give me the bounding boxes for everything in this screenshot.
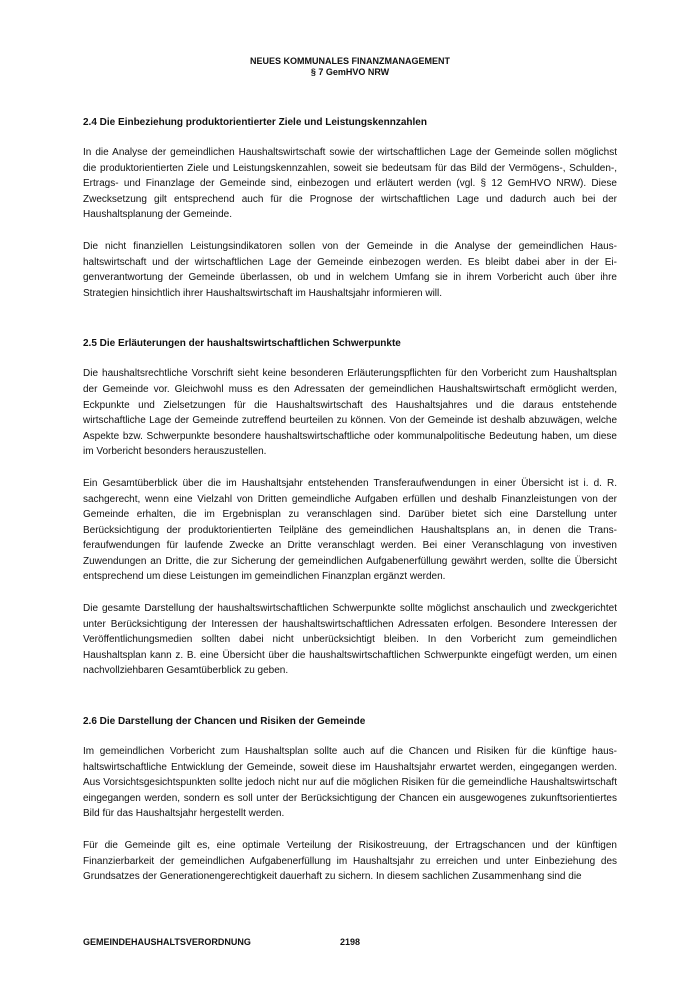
paragraph: Ein Gesamtüberblick über die im Haushaltsjahr entstehenden Transferaufwendungen in einer Übersicht ist i. d. R. sachgerecht, wenn eine Vielzahl von Dritten gemeindliche Aufgaben erfüllen und deshalb Finanzleistungen von der Gemeinde erhalten, die im Ergebnisplan zu veranschlagen sind. Darüber bietet sich eine Darstellung unter Berücksichtigung der produktorientierten Teilpläne des gemeindlichen Haushaltsplans an, in denen die Transferaufwendungen für laufende Zwecke an Dritte veranschlagt werden. Bei einer Veranschlagung von investiven Zuwendungen an Dritte, die zur Sicherung der gemeindlichen Aufgabenerfüllung gewährt werden, sollte die Übersicht entsprechend um diese Leistungen im gemeindlichen Finanzplan ergänzt werden.: [83, 477, 617, 583]
paragraph: In die Analyse der gemeindlichen Haushaltswirtschaft sowie der wirtschaftlichen Lage der Gemeinde sollen möglichst die produktorientierten Ziele und Leistungskennzahlen, soweit sie bedeutsam für das Bild der Vermögens-, Schulden-, Ertrags- und Finanzlage der Gemeinde sind, einbezogen und erläutert werden (vgl. § 12 GemHVO NRW). Diese Zwecksetzung gilt entsprechend auch für die Prognose der wirtschaftlichen Lage und dadurch auch bei der Haushaltsplanung der Gemeinde.: [83, 147, 617, 221]
header-subtitle: § 7 GemHVO NRW: [310, 67, 390, 77]
paragraph: Für die Gemeinde gilt es, eine optimale Verteilung der Risikostreuung, der Ertragschancen und der künftigen Finanzierbarkeit der gemeindlichen Aufgabenerfüllung im Haushaltsjahr zu erreichen und unter Einbeziehung des Grundsatzes der Generationengerechtigkeit dauerhaft zu sichern. In diesem sachlichen Zusammenhang sind die: [83, 840, 617, 883]
document-body: [83, 116, 617, 901]
paragraph: Die gesamte Darstellung der haushaltswirtschaftlichen Schwerpunkte sollte möglichst anschaulich und zweckgerichtet unter Berücksichtigung der Interessen der haushaltswirtschaftlichen Adressaten erfolgen. Besondere Interessen der Veröffentlichungsmedien sollten dabei nicht unberücksichtigt bleiben. In den Vorbericht zum gemeindlichen Haushaltsplan kann z. B. eine Übersicht über die haushaltswirtschaftlichen Schwerpunkte eingefügt werden, um einen nachvollziehbaren Gesamtüberblick zu geben.: [83, 603, 617, 677]
paragraph: Im gemeindlichen Vorbericht zum Haushaltsplan sollte auch auf die Chancen und Risiken für die künftige haushaltswirtschaftliche Entwicklung der Gemeinde, soweit diese im Haushaltsjahr erwartet werden, eingegangen werden. Aus Vorsichtsgesichtspunkten sollte jedoch nicht nur auf die möglichen Risiken für die gemeindliche Haushaltswirtschaft eingegangen werden, sondern es soll unter der Berücksichtigung der Chancen ein ausgewogenes zukunftsorientiertes Bild für das Haushaltsjahr hergestellt werden.: [83, 746, 617, 820]
section-heading: 2.5 Die Erläuterungen der haushaltswirtschaftlichen Schwerpunkte: [83, 338, 401, 350]
header-title: NEUES KOMMUNALES FINANZMANAGEMENT: [250, 56, 450, 66]
footer-title: GEMEINDEHAUSHALTSVERORDNUNG: [83, 937, 251, 947]
page-footer: [83, 937, 361, 947]
page-header: [0, 56, 700, 78]
paragraph: Die nicht finanziellen Leistungsindikatoren sollen von der Gemeinde in die Analyse der gemeindlichen Haushaltswirtschaft und der wirtschaftlichen Lage der Gemeinde einbezogen werden. Es bleibt dabei aber in der Eigenverantwortung der Gemeinde überlassen, ob und in welchem Umfang sie in ihrem Vorbericht auch über ihre Strategien hinsichtlich ihrer Haushaltswirtschaft im Haushaltsjahr informieren will.: [83, 240, 617, 299]
section-heading: 2.6 Die Darstellung der Chancen und Risiken der Gemeinde: [83, 716, 366, 728]
section-heading: 2.4 Die Einbeziehung produktorientierter Ziele und Leistungskennzahlen: [83, 117, 427, 128]
paragraph: Die haushaltsrechtliche Vorschrift sieht keine besonderen Erläuterungspflichten für den Vorbericht zum Haushaltsplan der Gemeinde vor. Gleichwohl muss es den Adressaten der gemeindlichen Haushaltswirtschaft ermöglicht werden, Eckpunkte und Zielsetzungen für die Haushaltswirtschaft des Haushaltsjahres und die daraus entstehende wirtschaftliche Lage der Gemeinde zutreffend beurteilen zu können. Von der Gemeinde ist deshalb abzuwägen, welche Aspekte bzw. Schwerpunkte besondere haushaltswirtschaftliche oder kommunalpolitische Bedeutung haben, um diese im Vorbericht besonders herauszustellen.: [83, 368, 617, 458]
page-number: 2198: [340, 937, 361, 947]
